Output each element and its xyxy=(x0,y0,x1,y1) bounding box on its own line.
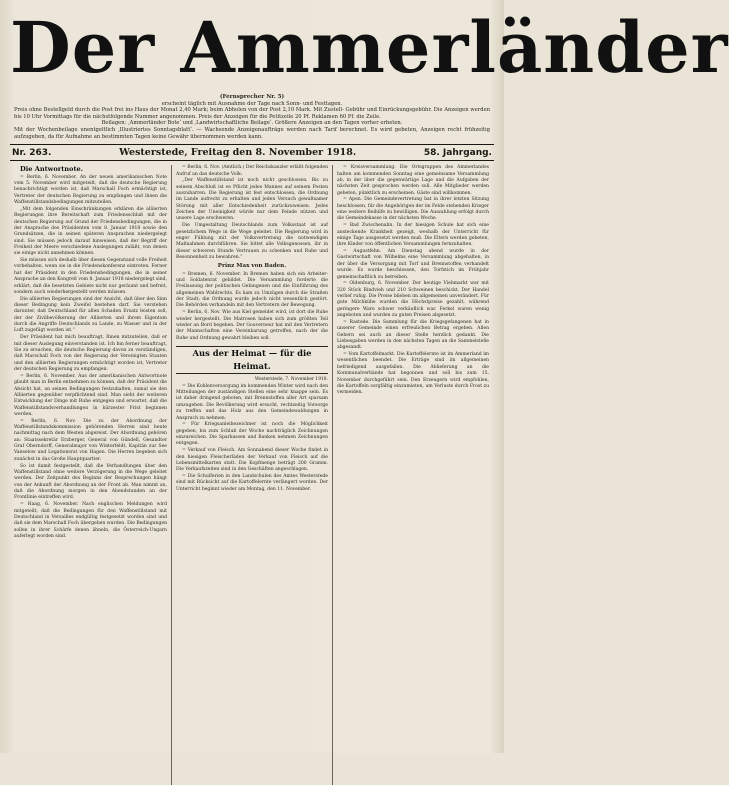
volume-number: 58. Jahrgang. xyxy=(423,147,492,158)
paragraph: = Berlin, 6. Nov. Wie aus Kiel gemeldet wird, ist dort die Ruhe wieder hergestellt. Die Matrosen haben sich zum größten Teil wieder an Bord begeben. Der Gouverneur hat mit den Vertretern der Mannschaften eine Vereinbarung getroffen, nach der die Ruhe und Ordnung gewahrt bleiben soll. xyxy=(176,310,328,341)
paragraph: = Bad Zwischenahn. In der hiesigen Schule hat sich eine ansteckende Krankheit gezeigt, weshalb der Unterricht für einige Tage ausgesetzt werden muß. Die Eltern werden gebeten, ihre Kinder von öffentlichen Versammlungen fernzuhalten. xyxy=(337,223,489,248)
paragraph: = Kreisversammlung. Die Ortsgruppen des Ammerlandes halten am kommenden Sonntag eine gemeinsame Versammlung ab, in der über die gegenwärtige Lage und die Aufgaben der nächsten Zeit gesprochen werden soll. Alle Mitglieder werden gebeten, pünktlich zu erscheinen. Gäste sind willkommen. xyxy=(337,165,489,196)
article-columns xyxy=(10,165,494,785)
phone-line: (Fernsprecher Nr. 5) xyxy=(219,94,285,100)
paragraph: = Haag, 6. November. Nach englischen Meldungen wird mitgeteilt, daß die Bedingungen für den Waffenstillstand mit Deutschland in Versailles endgültig festgesetzt worden sind und daß sie dem Marschall Foch übergeben wurden. Die Bedingungen sollen in ihrer Schärfe denen ähneln, die Österreich-Ungarn auferlegt worden sind. xyxy=(14,502,167,539)
masthead-subtitle xyxy=(14,94,490,140)
masthead-title: Der Ammerländer xyxy=(10,6,729,89)
paragraph: So ist damit festgestellt, daß die Verhandlungen über den Waffenstillstand ohne weitere Verzögerung in die Wege geleitet werden. Der Zeitpunkt des Beginns der Besprechungen hängt von der Ankunft der Abordnung an der Front ab. Man nimmt an, daß die Abordnung morgen in den Abendstunden an der Frontlinie eintreffen wird. xyxy=(14,463,167,501)
sub-line: erscheint täglich mit Ausnahme der Tage nach Sonn- und Festtagen. xyxy=(161,100,343,107)
paragraph: „Der Waffenstillstand ist noch nicht geschlossen. Bis zu seinem Abschluß ist es Pflicht jedes Mannes auf seinem Posten auszuharren. Die Regierung ist fest entschlossen, die Ordnung im Lande aufrecht zu erhalten und jeden Versuch gewaltsamer Störung mit aller Entschiedenheit zurückzuweisen. Jedes Zeichen der Uneinigkeit würde nur dem Feinde nützen und unsere Lage erschweren. xyxy=(176,178,328,222)
paragraph: = Rastede. Die Sammlung für die Kriegsgefangenen hat in unserer Gemeinde einen erfreulichen Betrag ergeben. Allen Gebern sei auch an dieser Stelle herzlich gedankt. Die Liebesgaben werden in den nächsten Tagen an die Sammelstelle abgesandt. xyxy=(337,319,489,351)
sub-line: Beilagen: ‚Ammerländer Bote‘ und ‚Landwirtschaftliche Beilage‘. Größere Anzeigen an den Tagen vorher erbeten. xyxy=(101,120,403,127)
dateline xyxy=(10,144,494,161)
column-1 xyxy=(10,165,171,785)
issue-number: Nr. 263. xyxy=(12,147,52,158)
paragraph: = Die Kohlenversorgung im kommenden Winter wird nach den Mitteilungen der zuständigen Stellen eine sehr knappe sein. Es ist daher dringend geboten, mit Brennstoffen aller Art sparsam umzugehen. Die Bevölkerung wird ersucht, rechtzeitig Vorsorge zu treffen und das Holz aus den Gemeindewaldungen in Anspruch zu nehmen. xyxy=(176,383,328,421)
signature-line: Prinz Max von Baden. xyxy=(217,263,287,270)
paragraph: Die alliierten Regierungen sind der Ansicht, daß über den Sinn dieser Bedingung kein Zweifel bestehen darf. Sie verstehen darunter, daß Deutschland für allen Schaden Ersatz leisten soll, der der Zivilbevölkerung der Alliierten und ihrem Eigentum durch die Angriffe Deutschlands zu Lande, zu Wasser und in der Luft zugefügt worden ist.“ xyxy=(14,296,167,334)
paragraph: „Mit dem folgenden Einschränkungen erklären die alliierten Regierungen ihre Bereitschaft zum Friedensschluß mit der deutschen Regierung auf Grund der Friedensbedingungen, die in der Ansprache des Präsidenten vom 8. Januar 1918 sowie den Grundsätzen, die in seinen späteren Ansprachen niedergelegt sind. Sie müssen jedoch darauf hinweisen, daß der Begriff der Freiheit der Meere verschiedene Auslegungen zuläßt, von denen sie einige nicht annehmen können. xyxy=(14,206,167,257)
article-heading: Die Antwortnote. xyxy=(20,165,83,174)
section-dateline: Westerstede, 7. November 1918. xyxy=(254,376,328,382)
column-3 xyxy=(332,165,493,785)
paragraph: Der Präsident hat mich beauftragt, Ihnen mitzuteilen, daß er mit dieser Auslegung einverstanden ist. Ich bin ferner beauftragt, Sie zu ersuchen, die deutsche Regierung davon zu verständigen, daß Marschall Foch von der Regierung der Vereinigten Staaten und den alliierten Regierungen ermächtigt worden ist, Vertreter der deutschen Regierung zu empfangen. xyxy=(14,335,167,372)
paragraph: = Berlin, 6. November. An der neuen amerikanischen Note vom 5. November wird mitgeteilt, daß die deutsche Regierung benachrichtigt worden ist, daß Marschall Foch ermächtigt ist, Vertreter der deutschen Regierung zu empfangen und ihnen die Waffenstillstandsbedingungen mitzuteilen. xyxy=(14,174,167,206)
paragraph: = Vom Kartoffelmarkt. Die Kartoffelernte ist im Ammerland im wesentlichen beendet. Die Erträge sind im allgemeinen befriedigend ausgefallen. Die Ablieferung an die Kommunalverbände hat begonnen und soll bis zum 15. November durchgeführt sein. Den Erzeugern wird empfohlen, die Kartoffeln sorgfältig einzumieten, um Verluste durch Frost zu vermeiden. xyxy=(337,352,489,396)
paragraph: = Verkauf von Fleisch. Am Sonnabend dieser Woche findet in den hiesigen Fleischerläden der Verkauf von Fleisch auf die Lebensmittelkarten statt. Die Kopfmenge beträgt 200 Gramm. Die Verkaufszeiten sind in den Geschäften angeschlagen. xyxy=(176,448,328,473)
paragraph: = Berlin, 6. Nov. Die zu der Abordnung der Waffenstillstandskommission gehörenden Herren sind heute nachmittag nach dem Westen abgereist. Der Abordnung gehören an: Staatssekretär Erzberger, General von Gündell, Gesandter Graf Oberndorff, Generalmajor von Winterfeldt, Kapitän zur See Vanselow und Legationsrat von Hagen. Die Herren begeben sich zunächst in das Große Hauptquartier. xyxy=(14,418,167,462)
paragraph: = Für Kriegsanleihezeichner ist noch die Möglichkeit gegeben, bis zum Schluß der Woche nachträglich Zeichnungen einzureichen. Die Sparkassen und Banken nehmen Zeichnungen entgegen. xyxy=(176,422,328,447)
place-date: Westerstede, Freitag den 8. November 1918. xyxy=(119,147,357,159)
paragraph: = Apen. Die Gemeindevertretung hat in ihrer letzten Sitzung beschlossen, für die Angehörigen der im Felde stehenden Krieger eine weitere Beihilfe zu bewilligen. Die Auszahlung erfolgt durch die Gemeindekasse in der nächsten Woche. xyxy=(337,197,489,222)
section-heading: Aus der Heimat — für die Heimat. xyxy=(176,346,328,374)
paragraph: Sie müssen sich deshalb über diesen Gegenstand volle Freiheit vorbehalten, wenn sie in die Friedenskonferenz eintreten. Ferner hat der Präsident in den Friedensbedingungen, die in seiner Ansprache an den Kongreß vom 8. Januar 1918 niedergelegt sind, erklärt, daß die besetzten Gebiete nicht nur geräumt und befreit, sondern auch wiederhergestellt werden müssen. xyxy=(14,258,167,295)
sub-line: Preis ohne Bestellgeld durch die Post frei ins Haus der Monat 2,40 Mark; beim Abholen von der Post 2,10 Mark. Mit Zustell- Gebühr und Einrückungsgebühr. Die Anzeigen werden bis 10 Uhr Vormittags für die nächstfolgende Nummer angenommen. Preis der Anzeigen für die Petitzeile 20 Pf. Reklamen 60 Pf. die Zeile. xyxy=(14,107,490,120)
paragraph: Die Umgestaltung Deutschlands zum Volksstaat ist auf gesetzlichem Wege in die Wege geleitet. Die Regierung wird in enger Fühlung mit der Volksvertretung die notwendigen Maßnahmen durchführen. Sie bittet alle Volksgenossen, ihr in dieser schweren Stunde Vertrauen zu schenken und Ruhe und Besonnenheit zu bewahren.“ xyxy=(176,223,328,260)
paragraph: = Bremen, 6. November. In Bremen haben sich ein Arbeiter- und Soldatenrat gebildet. Die Versammlung forderte die Freilassung der politischen Gefangenen und die Einführung des allgemeinen Wahlrechts. Es kam zu Umzügen durch die Straßen der Stadt; die Ordnung wurde jedoch nicht wesentlich gestört. Die Behörden verhandeln mit den Vertretern der Bewegung. xyxy=(176,271,328,309)
sub-line: Mit der Wochenbeilage unentgeltlich ‚Illustriertes Sonntagsblatt‘. — Wachsende Anzeigenaufträge werden nach Tarif berechnet. Es wird gebeten, Anzeigen recht frühzeitig aufzugeben, da für Aufnahme an bestimmten Tagen keine Gewähr übernommen werden kann. xyxy=(14,126,490,140)
paragraph: = Oldenburg, 6. November. Der heutige Viehmarkt war mit 320 Stück Rindvieh und 210 Schweinen beschickt. Der Handel verlief ruhig. Die Preise blieben im allgemeinen unverändert. Für gute Milchkühe wurden die Höchstpreise gezahlt, während geringere Ware schwer verkäuflich war. Ferkel waren wenig angeboten und wurden zu guten Preisen abgesetzt. xyxy=(337,281,489,319)
paragraph: = Berlin, 6. Nov. (Amtlich.) Der Reichskanzler erläßt folgenden Aufruf an das deutsche Volk: xyxy=(176,165,329,177)
paragraph: = Die Schulferien in den Landschulen des Amtes Westerstede sind mit Rücksicht auf die Kartoffelernte verlängert worden. Der Unterricht beginnt wieder am Montag, den 11. November. xyxy=(176,474,328,492)
paragraph: = Berlin, 6. November. Aus der amerikanischen Antwortnote glaubt man in Berlin entnehmen zu können, daß der Präsident die Absicht hat, an seinen Bedingungen festzuhalten, zumal sie den Alliierten gegenüber verpflichtend sind. Man sieht der weiteren Entwicklung der Dinge mit Ruhe entgegen und erwartet, daß die Waffenstillstandsverhandlungen in kürzester Frist beginnen werden. xyxy=(14,373,167,417)
column-2 xyxy=(171,165,332,785)
paragraph: = Augustfehn. Am Dienstag abend wurde in der Gastwirtschaft von Wilhelms eine Versammlung abgehalten, in der über die Versorgung mit Torf und Brennstoffen verhandelt wurde. Es wurde beschlossen, den Torfstich im Frühjahr gemeinschaftlich zu betreiben. xyxy=(337,249,489,280)
